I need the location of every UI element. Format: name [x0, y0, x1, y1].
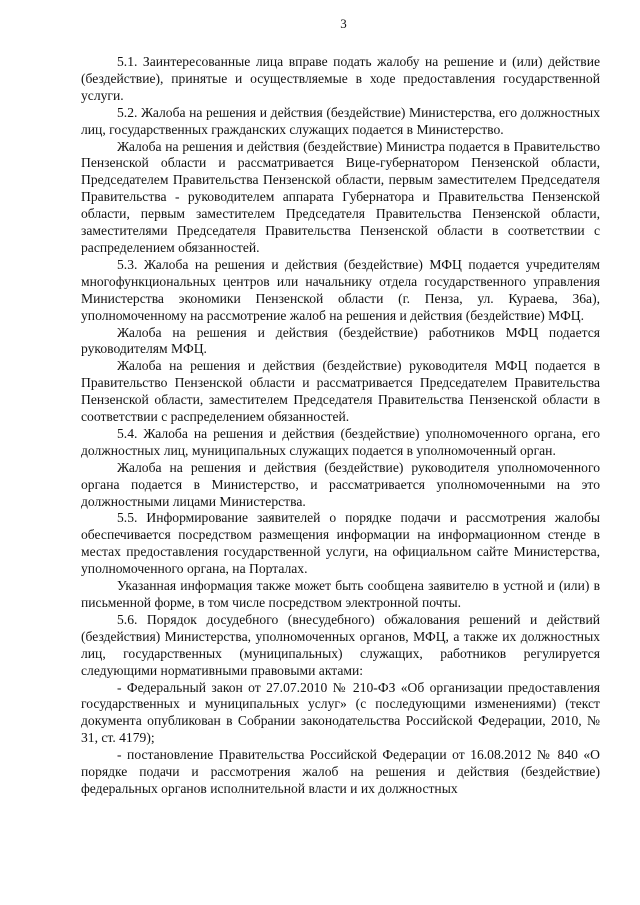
- paragraph-government-decree: - постановление Правительства Российской Федерации от 16.08.2012 № 840 «О порядке подачи и рассмотрения жалоб на решения и действия (бездействие) федеральных органов исполнительной власти и их должностных: [81, 747, 600, 796]
- paragraph-5-4: 5.4. Жалоба на решения и действия (бездействие) уполномоченного органа, его должностных лиц, муниципальных служащих подается в уполномоченный орган.: [81, 425, 600, 458]
- paragraph-federal-law: - Федеральный закон от 27.07.2010 № 210-ФЗ «Об организации предоставления государственных и муниципальных услуг» (с последующими изменениями) (текст документа опубликован в Собрании законодательства Российской Федерации, 2010, № 31, ст. 4179);: [81, 679, 600, 746]
- paragraph-minister-complaint: Жалоба на решения и действия (бездействие) Министра подается в Правительство Пензенской области и рассматривается Вице-губернатором Пензенской области, Председателем Правительства Пензенской области, первым заместителем Председателя Правительства - руководителем аппарата Губернатора и Правительства Пензенской области, первым заместителем Председателя Правительства Пензенской области, заместителями Председателя Правительства Пензенской области в соответствии с распределением обязанностей.: [81, 138, 600, 255]
- paragraph-5-6: 5.6. Порядок досудебного (внесудебного) обжалования решений и действий (бездействия) Министерства, уполномоченных органов, МФЦ, а также их должностных лиц, государственных (муниципальных) служащих, работников регулируется следующими нормативными правовыми актами:: [81, 611, 600, 678]
- paragraph-5-2: 5.2. Жалоба на решения и действия (бездействие) Министерства, его должностных лиц, государственных гражданских служащих подается в Министерство.: [81, 104, 600, 137]
- paragraph-authority-head-complaint: Жалоба на решения и действия (бездействие) руководителя уполномоченного органа подается в Министерство, и рассматривается уполномоченными на это должностными лицами Министерства.: [81, 459, 600, 509]
- paragraph-mfc-workers-complaint: Жалоба на решения и действия (бездействие) работников МФЦ подается руководителям МФЦ.: [81, 324, 600, 357]
- paragraph-5-5: 5.5. Информирование заявителей о порядке подачи и рассмотрения жалобы обеспечивается посредством размещения информации на информационном стенде в местах предоставления государственной услуги, на официальном сайте Министерства, уполномоченного органа, на Порталах.: [81, 510, 600, 577]
- paragraph-5-3: 5.3. Жалоба на решения и действия (бездействие) МФЦ подается учредителям многофункциональных центров или начальнику отдела государственного управления Министерства экономики Пензенской области (г. Пенза, ул. Кураева, 36а), уполномоченному на рассмотрение жалоб на решения и действия (бездействие) МФЦ.: [81, 256, 600, 323]
- paragraph-information-channels: Указанная информация также может быть сообщена заявителю в устной и (или) в письменной форме, в том числе посредством электронной почты.: [81, 578, 600, 610]
- page-number: 3: [340, 16, 347, 31]
- paragraph-mfc-head-complaint: Жалоба на решения и действия (бездействие) руководителя МФЦ подается в Правительство Пензенской области и рассматривается Председателем Правительства Пензенской области, заместителем Председателя Правительства Пензенской области в соответствии с распределением обязанностей.: [81, 358, 600, 425]
- paragraph-5-1: 5.1. Заинтересованные лица вправе подать жалобу на решение и (или) действие (бездействие), принятые и осуществляемые в ходе предоставления государственной услуги.: [81, 54, 600, 103]
